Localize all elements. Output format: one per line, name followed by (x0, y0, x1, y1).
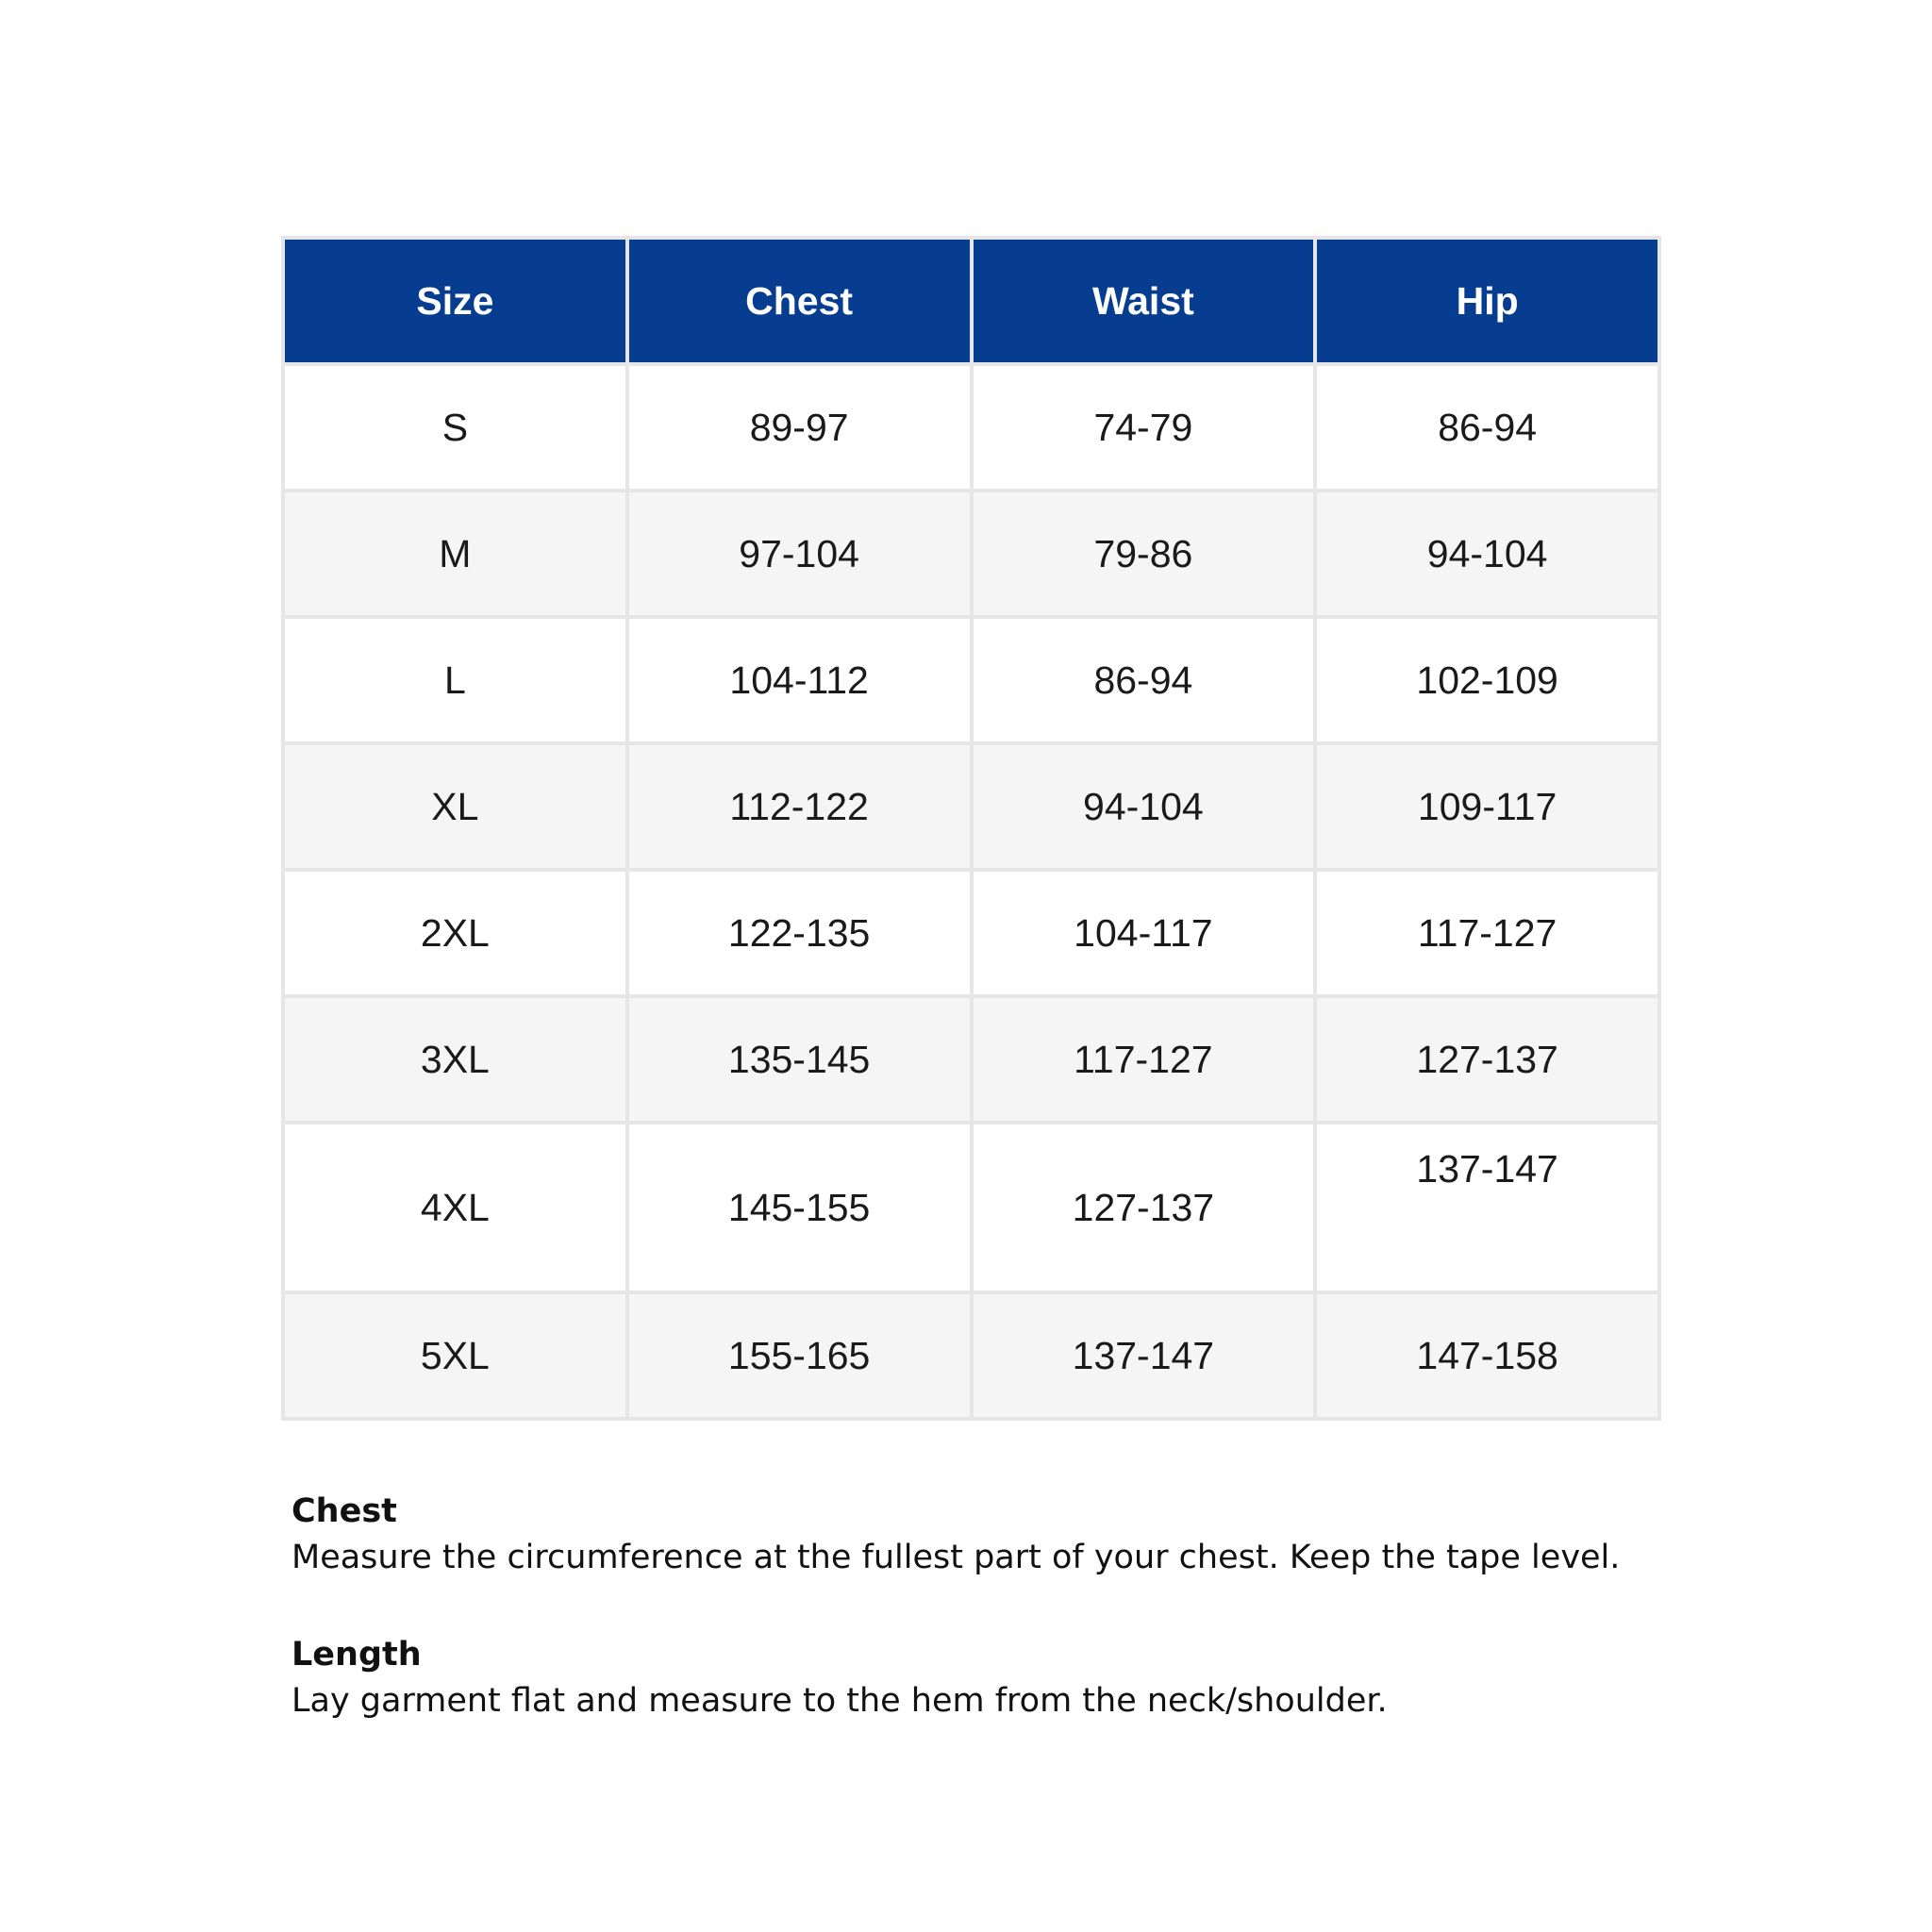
cell-waist: 74-79 (972, 364, 1316, 491)
cell-waist: 117-127 (972, 996, 1316, 1123)
note-title: Length (291, 1636, 422, 1674)
note-title: Chest (291, 1492, 397, 1530)
cell-size: 3XL (283, 996, 627, 1123)
cell-size: L (283, 617, 627, 743)
header-waist: Waist (972, 238, 1316, 364)
table-row (283, 1123, 1659, 1292)
cell-chest: 104-112 (627, 617, 972, 743)
cell-waist: 104-117 (972, 870, 1316, 996)
cell-size: M (283, 491, 627, 617)
cell-size: S (283, 364, 627, 491)
note-chest (291, 1489, 1707, 1581)
cell-chest: 97-104 (627, 491, 972, 617)
cell-size: 2XL (283, 870, 627, 996)
cell-hip: 109-117 (1315, 743, 1659, 870)
cell-waist: 94-104 (972, 743, 1316, 870)
header-hip: Hip (1315, 238, 1659, 364)
note-length (291, 1632, 1707, 1724)
table-row (283, 870, 1659, 996)
header-chest: Chest (627, 238, 972, 364)
cell-hip: 117-127 (1315, 870, 1659, 996)
header-size: Size (283, 238, 627, 364)
measurement-notes (291, 1489, 1707, 1775)
cell-chest: 89-97 (627, 364, 972, 491)
cell-chest: 122-135 (627, 870, 972, 996)
table-row (283, 1292, 1659, 1419)
cell-waist: 137-147 (972, 1292, 1316, 1419)
cell-size: 4XL (283, 1123, 627, 1292)
cell-hip: 127-137 (1315, 996, 1659, 1123)
cell-size: XL (283, 743, 627, 870)
cell-hip: 94-104 (1315, 491, 1659, 617)
cell-waist: 127-137 (972, 1123, 1316, 1292)
table-row (283, 743, 1659, 870)
note-text: Measure the circumference at the fullest part of your chest. Keep the tape level. (291, 1539, 1621, 1576)
cell-waist: 86-94 (972, 617, 1316, 743)
table-header-row (283, 238, 1659, 364)
cell-chest: 135-145 (627, 996, 972, 1123)
cell-hip: 102-109 (1315, 617, 1659, 743)
size-chart-table (281, 236, 1661, 1421)
cell-chest: 145-155 (627, 1123, 972, 1292)
cell-chest: 112-122 (627, 743, 972, 870)
cell-hip: 137-147 (1315, 1123, 1659, 1292)
table-row (283, 996, 1659, 1123)
table-row (283, 364, 1659, 491)
cell-hip: 147-158 (1315, 1292, 1659, 1419)
table-row (283, 491, 1659, 617)
table-row (283, 617, 1659, 743)
cell-size: 5XL (283, 1292, 627, 1419)
cell-waist: 79-86 (972, 491, 1316, 617)
note-text: Lay garment flat and measure to the hem from the neck/shoulder. (291, 1682, 1388, 1720)
cell-hip: 86-94 (1315, 364, 1659, 491)
cell-chest: 155-165 (627, 1292, 972, 1419)
